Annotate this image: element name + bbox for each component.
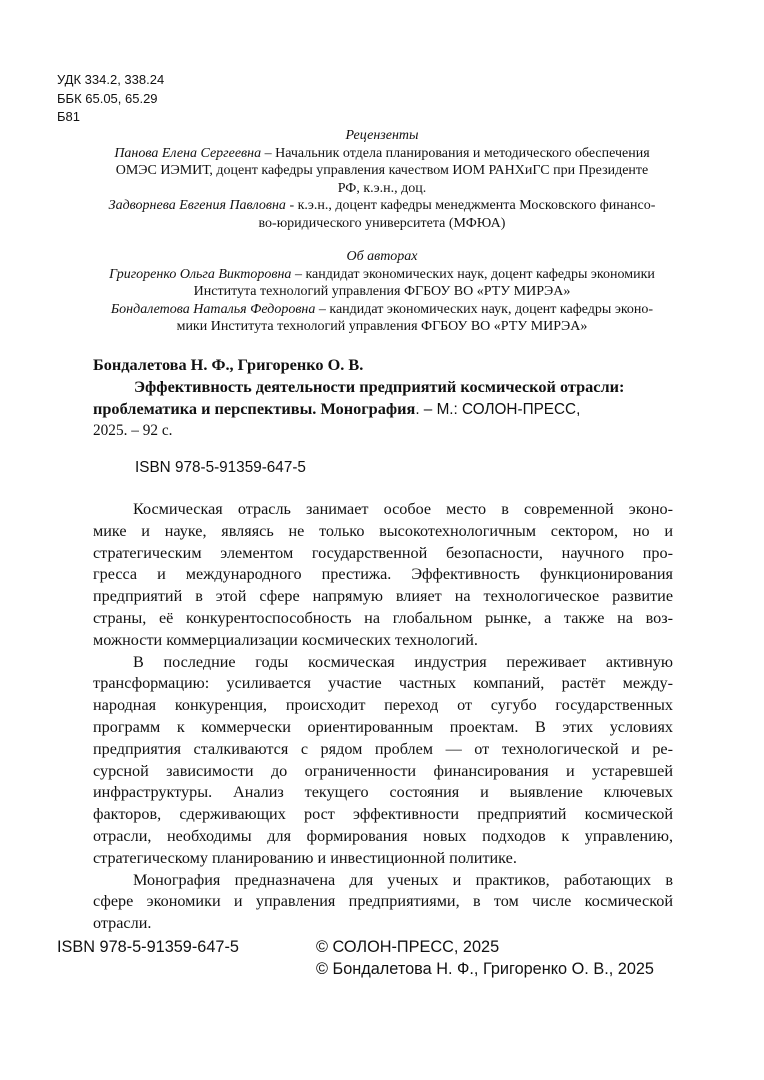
bibliography-authors: Бондалетова Н. Ф., Григоренко О. В.	[93, 355, 364, 374]
footer-isbn: ISBN 978-5-91359-647-5	[57, 938, 239, 956]
annotation	[93, 499, 673, 935]
annotation-paragraph-2: В последние годы космическая индустрия переживает активную трансформацию: усиливается участие частных компаний, растёт между- народная конкуренция, происходит переход от сугубо государственных программ к коммерчески ориентированным проектам. В этих условиях предприятия сталкиваются с рядом проблем — от технологической и ре- сурсной зависимости до ограниченности финансирования и устаревшей инфраструктуры. Анализ текущего состояния и выявление ключевых факторов, сдерживающих рост эффективности предприятий космической отрасли, необходимы для формирования новых подходов к управлению, стратегическому планированию и инвестиционной политике.	[93, 652, 673, 867]
reviewer-2-line-2: во-юридического университета (МФЮА)	[258, 215, 506, 231]
reviewer-1-line-3: РФ, к.э.н., доц.	[337, 180, 427, 196]
bbk-code: ББК 65.05, 65.29	[57, 90, 158, 106]
author-mark: Б81	[57, 109, 80, 124]
reviewers-section	[30, 127, 734, 232]
author-2-name: Бондалетова Наталья Федоровна	[110, 301, 316, 317]
reviewer-1: Панова Елена Сергеевна – Начальник отдела планирования и методического обеспечения	[114, 145, 650, 161]
annotation-paragraph-1: Космическая отрасль занимает особое место в современной эконо- мике и науке, являясь не только высокотехнологичным сектором, но и стратегическим элементом государственной безопасности, научного про- гресса и международного престижа. Эффективность функционирования предприятий в этой сфере напрямую влияет на технологическое развитие страны, её конкурентоспособность на глобальном рынке, а также на воз- можности коммерциализации космических технологий.	[93, 500, 673, 649]
author-2: Бондалетова Наталья Федоровна – кандидат экономических наук, доцент кафедры эконо-	[110, 301, 654, 317]
author-1-line-2: Института технологий управления ФГБОУ ВО «РТУ МИРЭА»	[193, 284, 571, 299]
reviewer-1-line-2: ОМЭС ИЭМИТ, доцент кафедры управления качеством ИОМ РАНХиГС при Президенте	[115, 163, 649, 178]
classification-codes	[57, 71, 164, 127]
reviewer-2-name: Задворнева Евгения Павловна	[108, 198, 286, 213]
reviewers-heading: Рецензенты	[345, 128, 419, 143]
bibliography-title-line-2: проблематика и перспективы. Монография. – М.: СОЛОН-ПРЕСС,	[93, 399, 581, 418]
bibliography-title-line-3: 2025. – 92 с.	[93, 422, 173, 439]
about-authors-section	[30, 248, 734, 336]
copyright-publisher: © СОЛОН-ПРЕСС, 2025	[316, 938, 500, 956]
reviewer-1-name: Панова Елена Сергеевна	[114, 145, 262, 161]
copyright-authors: © Бондалетова Н. Ф., Григоренко О. В., 2025	[316, 960, 654, 978]
author-1-name: Григоренко Ольга Викторовна	[109, 266, 292, 282]
udk-code: УДК 334.2, 338.24	[57, 72, 165, 87]
reviewer-2: Задворнева Евгения Павловна - к.э.н., доцент кафедры менеджмента Московского финансо-	[108, 198, 656, 213]
annotation-paragraph-3: Монография предназначена для ученых и практиков, работающих в сфере экономики и управления предприятиями, в том числе космической отрасли.	[93, 870, 673, 933]
author-2-line-2: мики Института технологий управления ФГБОУ ВО «РТУ МИРЭА»	[176, 319, 588, 334]
bibliography-isbn: ISBN 978-5-91359-647-5	[135, 459, 306, 476]
about-authors-heading: Об авторах	[346, 249, 418, 264]
bibliography-title-line-1: Эффективность деятельности предприятий космической отрасли:	[134, 377, 625, 396]
author-1: Григоренко Ольга Викторовна – кандидат экономических наук, доцент кафедры экономики	[109, 266, 655, 282]
